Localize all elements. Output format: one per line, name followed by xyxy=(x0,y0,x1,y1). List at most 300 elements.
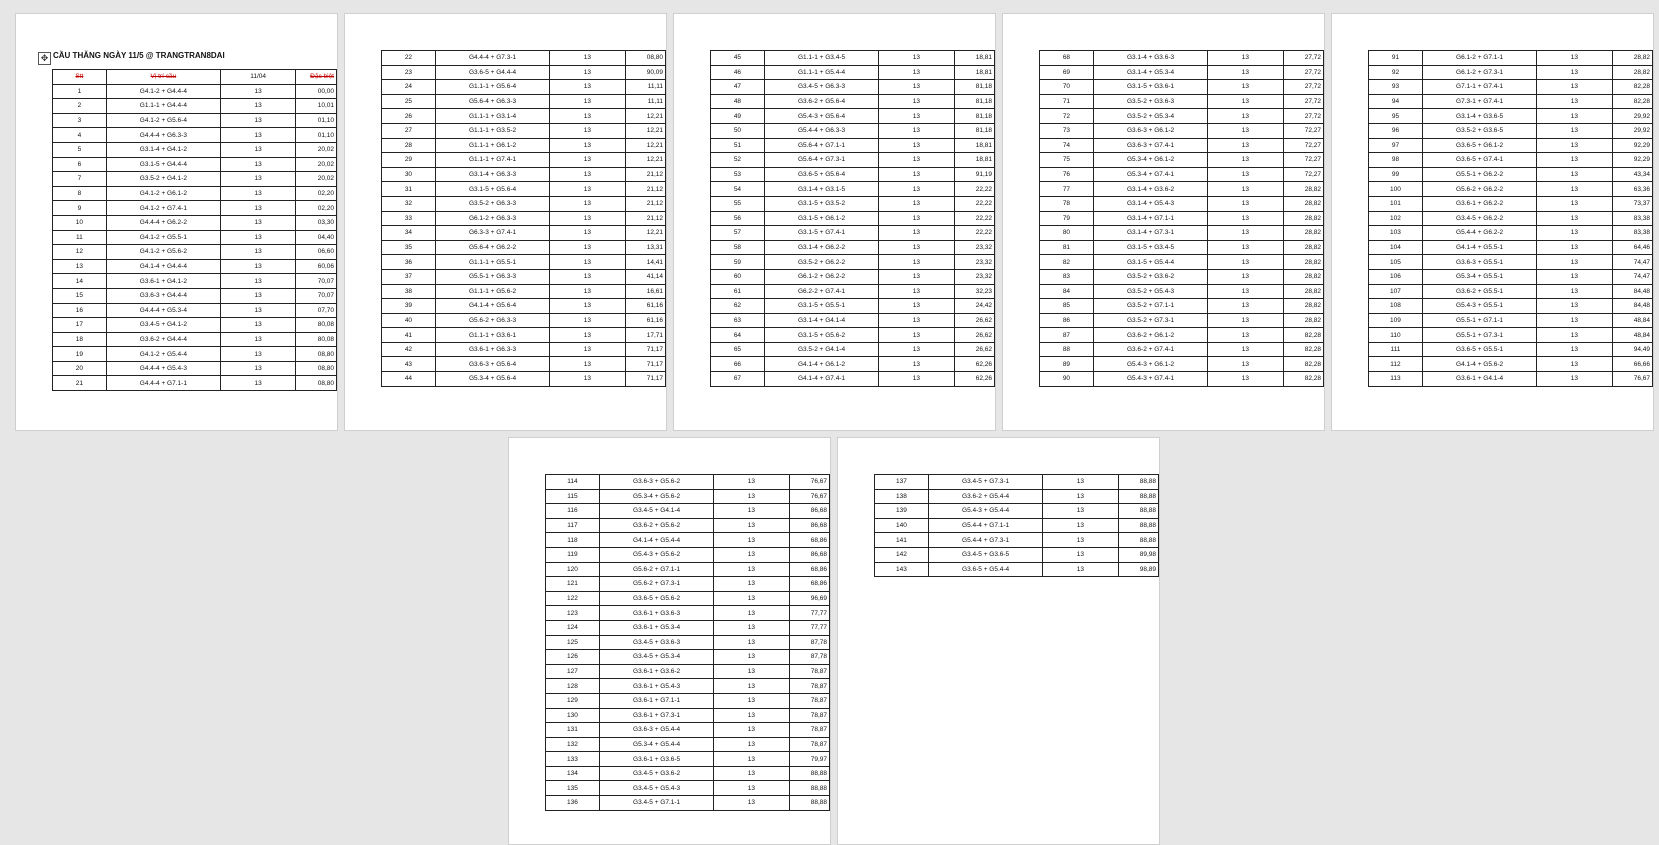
table-row xyxy=(546,620,830,635)
cell-date: 13 xyxy=(1208,313,1283,328)
cell-vitri: G5.3-4 + G5.4-4 xyxy=(599,737,713,752)
cell-date: 13 xyxy=(1208,211,1283,226)
cell-vitri: G1.1-1 + G5.4-4 xyxy=(764,65,878,80)
cell-stt: 51 xyxy=(711,138,765,153)
cell-stt: 66 xyxy=(711,357,765,372)
cell-vitri: G3.4-5 + G7.1-1 xyxy=(599,796,713,811)
cell-special: 12,21 xyxy=(625,109,666,124)
cell-vitri: G5.6-2 + G6.2-2 xyxy=(1422,182,1536,197)
cell-date: 13 xyxy=(714,796,789,811)
cell-special: 72,27 xyxy=(1283,153,1324,168)
cell-stt: 104 xyxy=(1369,240,1423,255)
cell-special: 28,82 xyxy=(1283,226,1324,241)
cell-stt: 67 xyxy=(711,372,765,387)
cell-vitri: G6.2-2 + G7.4-1 xyxy=(764,284,878,299)
cell-date: 13 xyxy=(220,245,295,260)
table-row xyxy=(1369,313,1653,328)
cell-vitri: G3.5-2 + G7.1-1 xyxy=(1093,299,1207,314)
cell-vitri: G4.1-4 + G7.4-1 xyxy=(764,372,878,387)
cell-special: 82,28 xyxy=(1283,357,1324,372)
cell-date: 13 xyxy=(220,84,295,99)
cell-date: 13 xyxy=(1043,504,1118,519)
cell-date: 13 xyxy=(550,80,625,95)
cell-special: 87,78 xyxy=(789,635,829,650)
cell-stt: 79 xyxy=(1040,211,1094,226)
cell-stt: 55 xyxy=(711,196,765,211)
cell-stt: 38 xyxy=(382,284,436,299)
table-row xyxy=(382,357,666,372)
cell-vitri: G3.1-4 + G7.1-1 xyxy=(1093,211,1207,226)
cell-special: 83,38 xyxy=(1612,226,1652,241)
table-row xyxy=(53,172,337,187)
table-header-row xyxy=(53,70,337,85)
cell-vitri: G3.5-2 + G6.2-2 xyxy=(764,255,878,270)
cell-special: 18,81 xyxy=(954,51,995,66)
cell-special: 88,88 xyxy=(1118,475,1158,490)
cell-date: 13 xyxy=(1208,299,1283,314)
cell-vitri: G5.6-2 + G7.3-1 xyxy=(599,577,713,592)
cell-stt: 29 xyxy=(382,153,436,168)
cell-vitri: G3.1-4 + G7.3-1 xyxy=(1093,226,1207,241)
cell-date: 13 xyxy=(220,186,295,201)
cell-vitri: G3.5-2 + G3.6-5 xyxy=(1422,123,1536,138)
cell-vitri: G3.6-1 + G4.1-4 xyxy=(1422,372,1536,387)
cell-stt: 131 xyxy=(546,723,600,738)
cell-special: 68,86 xyxy=(789,562,829,577)
cell-stt: 78 xyxy=(1040,196,1094,211)
cell-vitri: G3.6-5 + G5.6-2 xyxy=(599,591,713,606)
cell-stt: 110 xyxy=(1369,328,1423,343)
cell-special: 26,62 xyxy=(954,328,995,343)
cell-vitri: G3.1-5 + G5.4-4 xyxy=(1093,255,1207,270)
cell-special: 22,22 xyxy=(954,226,995,241)
cell-stt: 3 xyxy=(53,113,107,128)
cell-vitri: G1.1-1 + G3.4-5 xyxy=(764,51,878,66)
data-table xyxy=(1039,50,1324,387)
cell-special: 86,68 xyxy=(789,518,829,533)
cell-stt: 36 xyxy=(382,255,436,270)
table-row xyxy=(1369,94,1653,109)
cell-vitri: G3.6-3 + G7.4-1 xyxy=(1093,138,1207,153)
cell-stt: 61 xyxy=(711,284,765,299)
cell-stt: 132 xyxy=(546,737,600,752)
cell-date: 13 xyxy=(714,781,789,796)
cell-stt: 114 xyxy=(546,475,600,490)
table-row xyxy=(1369,226,1653,241)
cell-special: 81,18 xyxy=(954,123,995,138)
cell-special: 08,80 xyxy=(296,376,337,391)
table-row xyxy=(711,65,995,80)
table-row xyxy=(546,650,830,665)
cell-stt: 22 xyxy=(382,51,436,66)
cell-special: 28,82 xyxy=(1612,51,1652,66)
cell-vitri: G3.6-3 + G5.6-4 xyxy=(435,357,549,372)
cell-stt: 52 xyxy=(711,153,765,168)
cell-vitri: G3.1-5 + G4.4-4 xyxy=(106,157,220,172)
cell-stt: 74 xyxy=(1040,138,1094,153)
cell-special: 89,98 xyxy=(1118,547,1158,562)
table-row xyxy=(711,167,995,182)
cell-special: 64,46 xyxy=(1612,240,1652,255)
page-2 xyxy=(344,13,667,431)
cell-stt: 25 xyxy=(382,94,436,109)
table-row xyxy=(1369,284,1653,299)
cell-vitri: G3.1-5 + G5.6-2 xyxy=(764,328,878,343)
cell-date: 13 xyxy=(714,752,789,767)
cell-stt: 9 xyxy=(53,201,107,216)
cell-stt: 126 xyxy=(546,650,600,665)
cell-stt: 115 xyxy=(546,489,600,504)
cell-date: 13 xyxy=(1043,475,1118,490)
cell-stt: 63 xyxy=(711,313,765,328)
cell-date: 13 xyxy=(1537,153,1612,168)
cell-stt: 140 xyxy=(875,518,929,533)
table-row xyxy=(546,489,830,504)
header-stt: Stt xyxy=(53,70,107,85)
cell-date: 13 xyxy=(550,299,625,314)
cell-vitri: G3.1-4 + G3.6-3 xyxy=(1093,51,1207,66)
cell-vitri: G3.6-2 + G7.4-1 xyxy=(1093,342,1207,357)
cell-vitri: G1.1-1 + G5.5-1 xyxy=(435,255,549,270)
cell-special: 12,21 xyxy=(625,153,666,168)
cell-date: 13 xyxy=(1208,240,1283,255)
cell-date: 13 xyxy=(550,182,625,197)
cell-special: 94,49 xyxy=(1612,342,1652,357)
cell-date: 13 xyxy=(1537,226,1612,241)
table-row xyxy=(53,245,337,260)
cell-date: 13 xyxy=(1537,240,1612,255)
page-6 xyxy=(508,437,831,845)
cell-date: 13 xyxy=(550,167,625,182)
cell-vitri: G3.1-4 + G5.3-4 xyxy=(1093,65,1207,80)
table-row xyxy=(546,518,830,533)
table-row xyxy=(546,547,830,562)
table-row xyxy=(1040,357,1324,372)
cell-special: 72,27 xyxy=(1283,138,1324,153)
cell-stt: 46 xyxy=(711,65,765,80)
cell-stt: 94 xyxy=(1369,94,1423,109)
cell-stt: 65 xyxy=(711,342,765,357)
cell-date: 13 xyxy=(1537,138,1612,153)
table-row xyxy=(711,94,995,109)
cell-special: 92,29 xyxy=(1612,153,1652,168)
cell-vitri: G3.6-3 + G5.5-1 xyxy=(1422,255,1536,270)
cell-stt: 11 xyxy=(53,230,107,245)
cell-stt: 41 xyxy=(382,328,436,343)
cell-date: 13 xyxy=(220,303,295,318)
cell-date: 13 xyxy=(879,328,954,343)
cell-stt: 86 xyxy=(1040,313,1094,328)
table-row xyxy=(382,138,666,153)
cell-date: 13 xyxy=(879,182,954,197)
table-row xyxy=(53,303,337,318)
table-row xyxy=(1369,240,1653,255)
cell-date: 13 xyxy=(1537,342,1612,357)
cell-date: 13 xyxy=(220,99,295,114)
cell-special: 08,80 xyxy=(296,361,337,376)
table-row xyxy=(1040,211,1324,226)
cell-vitri: G5.3-4 + G6.1-2 xyxy=(1093,153,1207,168)
table-row xyxy=(382,255,666,270)
cell-stt: 103 xyxy=(1369,226,1423,241)
cell-date: 13 xyxy=(879,240,954,255)
cell-date: 13 xyxy=(1043,547,1118,562)
cell-stt: 138 xyxy=(875,489,929,504)
table-row xyxy=(711,51,995,66)
cell-stt: 39 xyxy=(382,299,436,314)
table-row xyxy=(711,299,995,314)
cell-vitri: G6.1-2 + G7.1-1 xyxy=(1422,51,1536,66)
cell-vitri: G4.1-4 + G5.4-4 xyxy=(599,533,713,548)
cell-special: 88,88 xyxy=(789,766,829,781)
cell-stt: 85 xyxy=(1040,299,1094,314)
cell-special: 28,82 xyxy=(1283,211,1324,226)
cell-date: 13 xyxy=(879,80,954,95)
cell-stt: 143 xyxy=(875,562,929,577)
cell-vitri: G3.1-5 + G7.4-1 xyxy=(764,226,878,241)
cell-date: 13 xyxy=(879,123,954,138)
cell-stt: 81 xyxy=(1040,240,1094,255)
cell-date: 13 xyxy=(1537,80,1612,95)
cell-stt: 62 xyxy=(711,299,765,314)
cell-date: 13 xyxy=(1208,123,1283,138)
data-table xyxy=(52,69,337,391)
cell-vitri: G3.1-4 + G3.6-5 xyxy=(1422,109,1536,124)
cell-date: 13 xyxy=(714,518,789,533)
cell-stt: 45 xyxy=(711,51,765,66)
cell-date: 13 xyxy=(550,51,625,66)
table-row xyxy=(53,215,337,230)
cell-stt: 107 xyxy=(1369,284,1423,299)
cell-vitri: G1.1-1 + G5.6-4 xyxy=(435,80,549,95)
cell-vitri: G4.1-2 + G6.1-2 xyxy=(106,186,220,201)
cell-date: 13 xyxy=(879,51,954,66)
cell-date: 13 xyxy=(1537,65,1612,80)
cell-special: 70,07 xyxy=(296,288,337,303)
cell-date: 13 xyxy=(879,138,954,153)
cell-date: 13 xyxy=(550,372,625,387)
cell-date: 13 xyxy=(1537,196,1612,211)
cell-vitri: G3.6-1 + G7.1-1 xyxy=(599,693,713,708)
table-row xyxy=(1040,80,1324,95)
cell-stt: 6 xyxy=(53,157,107,172)
table-row xyxy=(382,153,666,168)
cell-stt: 33 xyxy=(382,211,436,226)
cell-stt: 116 xyxy=(546,504,600,519)
cell-stt: 100 xyxy=(1369,182,1423,197)
cell-date: 13 xyxy=(220,230,295,245)
table-row xyxy=(546,533,830,548)
cell-stt: 92 xyxy=(1369,65,1423,80)
cell-date: 13 xyxy=(714,679,789,694)
cell-vitri: G3.6-5 + G7.4-1 xyxy=(1422,153,1536,168)
cell-date: 13 xyxy=(550,211,625,226)
table-row xyxy=(53,113,337,128)
table-row xyxy=(53,376,337,391)
table-row xyxy=(382,109,666,124)
cell-special: 62,26 xyxy=(954,372,995,387)
cell-stt: 69 xyxy=(1040,65,1094,80)
cell-date: 13 xyxy=(220,347,295,362)
cell-date: 13 xyxy=(1537,372,1612,387)
cell-date: 13 xyxy=(550,123,625,138)
cell-vitri: G3.4-5 + G3.6-2 xyxy=(599,766,713,781)
cell-vitri: G3.4-5 + G4.1-4 xyxy=(599,504,713,519)
cell-stt: 80 xyxy=(1040,226,1094,241)
cell-stt: 43 xyxy=(382,357,436,372)
cell-special: 61,16 xyxy=(625,313,666,328)
table-row xyxy=(1040,94,1324,109)
table-row xyxy=(546,737,830,752)
cell-date: 13 xyxy=(550,138,625,153)
table-row xyxy=(382,269,666,284)
cell-vitri: G5.4-4 + G7.1-1 xyxy=(928,518,1042,533)
cell-stt: 47 xyxy=(711,80,765,95)
cell-date: 13 xyxy=(1208,65,1283,80)
table-row xyxy=(875,547,1159,562)
table-row xyxy=(1369,299,1653,314)
cell-stt: 97 xyxy=(1369,138,1423,153)
cell-special: 20,02 xyxy=(296,157,337,172)
cell-vitri: G4.1-2 + G4.4-4 xyxy=(106,84,220,99)
table-row xyxy=(711,211,995,226)
table-row xyxy=(1040,255,1324,270)
cell-vitri: G3.6-5 + G5.5-1 xyxy=(1422,342,1536,357)
table-row xyxy=(382,313,666,328)
cell-special: 20,02 xyxy=(296,142,337,157)
move-icon[interactable]: ✥ xyxy=(38,52,51,65)
cell-special: 02,20 xyxy=(296,201,337,216)
table-row xyxy=(875,475,1159,490)
cell-date: 13 xyxy=(550,269,625,284)
cell-stt: 127 xyxy=(546,664,600,679)
cell-vitri: G3.4-5 + G3.6-5 xyxy=(928,547,1042,562)
cell-date: 13 xyxy=(714,708,789,723)
table-row xyxy=(53,318,337,333)
cell-date: 13 xyxy=(550,65,625,80)
cell-vitri: G5.3-4 + G5.5-1 xyxy=(1422,269,1536,284)
cell-stt: 50 xyxy=(711,123,765,138)
table-row xyxy=(1040,372,1324,387)
cell-vitri: G1.1-1 + G5.6-2 xyxy=(435,284,549,299)
cell-date: 13 xyxy=(220,172,295,187)
cell-vitri: G4.4-4 + G7.1-1 xyxy=(106,376,220,391)
table-row xyxy=(1369,167,1653,182)
table-row xyxy=(53,84,337,99)
cell-stt: 72 xyxy=(1040,109,1094,124)
table-row xyxy=(546,475,830,490)
cell-vitri: G7.1-1 + G7.4-1 xyxy=(1422,80,1536,95)
cell-stt: 1 xyxy=(53,84,107,99)
cell-vitri: G5.5-1 + G7.3-1 xyxy=(1422,328,1536,343)
cell-vitri: G5.4-3 + G5.6-2 xyxy=(599,547,713,562)
cell-special: 82,28 xyxy=(1283,342,1324,357)
cell-date: 13 xyxy=(550,342,625,357)
cell-vitri: G6.1-2 + G6.2-2 xyxy=(764,269,878,284)
cell-special: 71,17 xyxy=(625,342,666,357)
cell-special: 88,88 xyxy=(1118,504,1158,519)
cell-stt: 57 xyxy=(711,226,765,241)
cell-vitri: G3.5-2 + G5.3-4 xyxy=(1093,109,1207,124)
cell-stt: 142 xyxy=(875,547,929,562)
cell-vitri: G3.6-3 + G6.1-2 xyxy=(1093,123,1207,138)
cell-stt: 102 xyxy=(1369,211,1423,226)
cell-vitri: G4.1-4 + G4.4-4 xyxy=(106,259,220,274)
table-row xyxy=(382,196,666,211)
cell-vitri: G6.1-2 + G7.3-1 xyxy=(1422,65,1536,80)
cell-date: 13 xyxy=(879,226,954,241)
cell-date: 13 xyxy=(1208,153,1283,168)
table-row xyxy=(1369,123,1653,138)
cell-special: 11,11 xyxy=(625,80,666,95)
cell-vitri: G3.5-2 + G7.3-1 xyxy=(1093,313,1207,328)
cell-special: 22,22 xyxy=(954,211,995,226)
cell-vitri: G4.1-4 + G5.6-2 xyxy=(1422,357,1536,372)
table-row xyxy=(1040,269,1324,284)
cell-date: 13 xyxy=(550,226,625,241)
table-row xyxy=(382,51,666,66)
cell-vitri: G3.4-5 + G4.1-2 xyxy=(106,318,220,333)
cell-date: 13 xyxy=(1043,489,1118,504)
cell-stt: 130 xyxy=(546,708,600,723)
cell-date: 13 xyxy=(879,109,954,124)
table-row xyxy=(711,138,995,153)
cell-vitri: G3.1-4 + G4.1-2 xyxy=(106,142,220,157)
cell-special: 90,09 xyxy=(625,65,666,80)
cell-vitri: G3.1-5 + G5.5-1 xyxy=(764,299,878,314)
table-row xyxy=(1369,372,1653,387)
cell-date: 13 xyxy=(1537,299,1612,314)
cell-vitri: G3.6-1 + G6.3-3 xyxy=(435,342,549,357)
table-row xyxy=(546,635,830,650)
cell-vitri: G5.6-2 + G7.1-1 xyxy=(599,562,713,577)
cell-vitri: G5.6-4 + G7.3-1 xyxy=(764,153,878,168)
data-table xyxy=(381,50,666,387)
cell-vitri: G3.4-5 + G6.3-3 xyxy=(764,80,878,95)
cell-special: 81,18 xyxy=(954,109,995,124)
cell-date: 13 xyxy=(714,577,789,592)
cell-special: 28,82 xyxy=(1283,240,1324,255)
cell-date: 13 xyxy=(220,376,295,391)
cell-date: 13 xyxy=(1043,562,1118,577)
cell-date: 13 xyxy=(550,357,625,372)
cell-vitri: G3.6-3 + G5.4-4 xyxy=(599,723,713,738)
cell-stt: 21 xyxy=(53,376,107,391)
cell-vitri: G5.3-4 + G5.6-2 xyxy=(599,489,713,504)
cell-special: 28,82 xyxy=(1283,284,1324,299)
cell-date: 13 xyxy=(1537,167,1612,182)
cell-vitri: G5.3-4 + G5.6-4 xyxy=(435,372,549,387)
cell-special: 71,17 xyxy=(625,372,666,387)
cell-stt: 40 xyxy=(382,313,436,328)
cell-vitri: G5.4-3 + G5.5-1 xyxy=(1422,299,1536,314)
cell-date: 13 xyxy=(550,255,625,270)
cell-vitri: G5.4-4 + G7.3-1 xyxy=(928,533,1042,548)
cell-special: 92,29 xyxy=(1612,138,1652,153)
cell-stt: 26 xyxy=(382,109,436,124)
cell-special: 61,16 xyxy=(625,299,666,314)
cell-date: 13 xyxy=(550,153,625,168)
data-table xyxy=(710,50,995,387)
cell-date: 13 xyxy=(1208,94,1283,109)
cell-special: 82,28 xyxy=(1612,94,1652,109)
cell-special: 00,00 xyxy=(296,84,337,99)
cell-stt: 136 xyxy=(546,796,600,811)
table-row xyxy=(1369,328,1653,343)
cell-stt: 124 xyxy=(546,620,600,635)
cell-special: 77,77 xyxy=(789,620,829,635)
cell-date: 13 xyxy=(1208,138,1283,153)
